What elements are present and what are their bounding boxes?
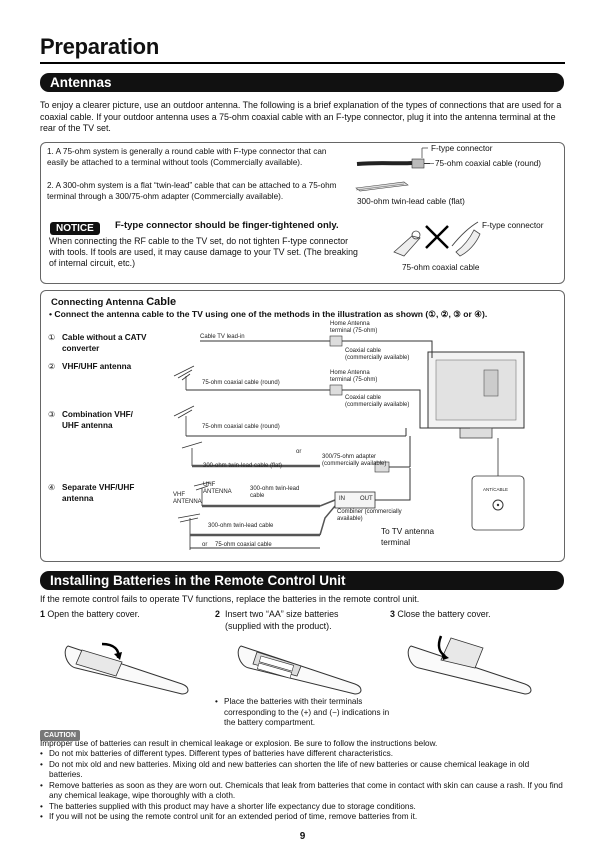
twin-lead-flat-label: 300-ohm twin-lead cable (flat) xyxy=(357,197,465,206)
combiner-out-label: OUT xyxy=(360,496,373,502)
combiner-label: Combiner (commercially available) xyxy=(337,509,402,522)
notice-heading: F-type connector should be finger-tightened only. xyxy=(115,220,339,231)
notice-coax-label: 75-ohm coaxial cable xyxy=(402,263,480,272)
step-2: 2 Insert two “AA” size batteries (supplied with the product). xyxy=(215,609,339,631)
antennas-heading: Antennas xyxy=(40,73,564,92)
home-antenna-terminal-1: Home Antenna terminal (75-ohm) xyxy=(330,321,378,334)
remote-insert-batteries-illustration xyxy=(235,636,375,700)
method-3: ③ Combination VHF/ UHF antenna xyxy=(48,410,133,430)
caution-list xyxy=(40,749,565,823)
coax-75-plain-label: 75-ohm coaxial cable xyxy=(215,542,272,548)
cable-tv-lead-in-label: Cable TV lead-in xyxy=(200,334,245,340)
combiner-in-label: IN xyxy=(339,496,345,502)
antenna-type-1: 1. A 75-ohm system is generally a round cable with F-type connector that can easily be attached to a terminal without tools (Commercially available). xyxy=(47,147,327,167)
batteries-intro: If the remote control fails to operate TV functions, replace the batteries in the remote control unit. xyxy=(40,594,420,604)
connecting-instruction: • Connect the antenna cable to the TV using one of the methods in the illustration as shown (①, ②, ③ or ④). xyxy=(49,309,488,319)
twin-lead-300-label-1: 300-ohm twin-lead cable xyxy=(250,486,300,499)
step-3: 3 Close the battery cover. xyxy=(390,609,491,619)
caution-badge: CAUTION xyxy=(40,724,80,742)
coaxial-cable-commercial-1: Coaxial cable (commercially available) xyxy=(345,348,410,361)
finger-tighten-illustration xyxy=(390,216,490,264)
step-1: 1 Open the battery cover. xyxy=(40,609,140,619)
notice-body: When connecting the RF cable to the TV set, do not tighten F-type connector with tools. If tools are used, it may cause damage to your TV set. (The breaking of internal circuit, etc.) xyxy=(49,236,358,269)
caution-item: • The batteries supplied with this product may have a shorter life expectancy due to storage conditions. xyxy=(40,802,565,813)
method-2: ② VHF/UHF antenna xyxy=(48,362,132,371)
ant-cable-label: ANT/CABLE xyxy=(483,487,509,492)
antenna-type-2: 2. A 300-ohm system is a flat “twin-lead” cable that can be attached to a 75-ohm terminal through a 300/75-ohm adapter (Commercially available). xyxy=(47,181,337,201)
page-number: 9 xyxy=(299,831,306,842)
coax-75-round-label-2: 75-ohm coaxial cable (round) xyxy=(202,424,280,430)
or-label-2: or xyxy=(202,542,208,548)
notice-badge: NOTICE xyxy=(50,218,100,236)
home-antenna-terminal-2: Home Antenna terminal (75-ohm) xyxy=(330,370,378,383)
twin-lead-flat-diagram-label: 300-ohm twin-lead cable (flat) xyxy=(203,463,283,469)
to-tv-terminal-label: To TV antenna terminal xyxy=(381,527,435,547)
twin-lead-300-label-2: 300-ohm twin-lead cable xyxy=(208,523,274,529)
title-rule xyxy=(40,62,565,64)
method-4: ④ Separate VHF/UHF antenna xyxy=(48,483,135,503)
notice-f-connector-label: F-type connector xyxy=(482,221,544,230)
caution-item: • Remove batteries as soon as they are worn out. Chemicals that leak from batteries that come in contact with skin can cause a rash. If you find any chemical leakage, wipe thoroughly with a cloth. xyxy=(40,781,565,802)
antennas-intro: To enjoy a clearer picture, use an outdoor antenna. The following is a brief explanation of the types of connections that are used for a coaxial cable. If your outdoor antenna uses a 75-ohm coaxial cable with an F-type connector, plug it into the antenna terminal at the rear of the TV set. xyxy=(40,100,562,133)
f-type-connector-label: F-type connector xyxy=(431,144,493,153)
method-1: ① Cable without a CATV converter xyxy=(48,333,147,353)
adapter-label: 300/75-ohm adapter (commercially available) xyxy=(322,454,387,467)
uhf-antenna-label: UHF ANTENNA xyxy=(203,482,232,495)
remote-close-cover-illustration xyxy=(405,632,545,700)
coax-round-label: 75-ohm coaxial cable (round) xyxy=(435,159,542,168)
caution-item: • If you will not be using the remote control unit for an extended period of time, remove batteries from it. xyxy=(40,812,565,823)
coaxial-cable-commercial-2: Coaxial cable (commercially available) xyxy=(345,395,410,408)
caution-item: • Do not mix old and new batteries. Mixing old and new batteries can shorten the life of new batteries or cause chemical leakage in old batteries. xyxy=(40,760,565,781)
battery-terminal-note: • Place the batteries with their terminals corresponding to the (+) and (−) indications in the battery compartment. xyxy=(215,697,395,729)
caution-item: • Do not mix batteries of different types. Different types of batteries have different characteristics. xyxy=(40,749,565,760)
vhf-antenna-label: VHF ANTENNA xyxy=(173,492,202,505)
or-label-1: or xyxy=(296,449,302,455)
batteries-heading: Installing Batteries in the Remote Control Unit xyxy=(40,571,564,590)
remote-open-cover-illustration xyxy=(62,636,202,700)
caution-intro: Improper use of batteries can result in chemical leakage or explosion. Be sure to follow the instructions below. xyxy=(40,739,438,748)
connecting-heading: Connecting Antenna Cable xyxy=(51,296,177,308)
coax-75-round-label-1: 75-ohm coaxial cable (round) xyxy=(202,380,280,386)
page-title: Preparation xyxy=(40,34,159,59)
